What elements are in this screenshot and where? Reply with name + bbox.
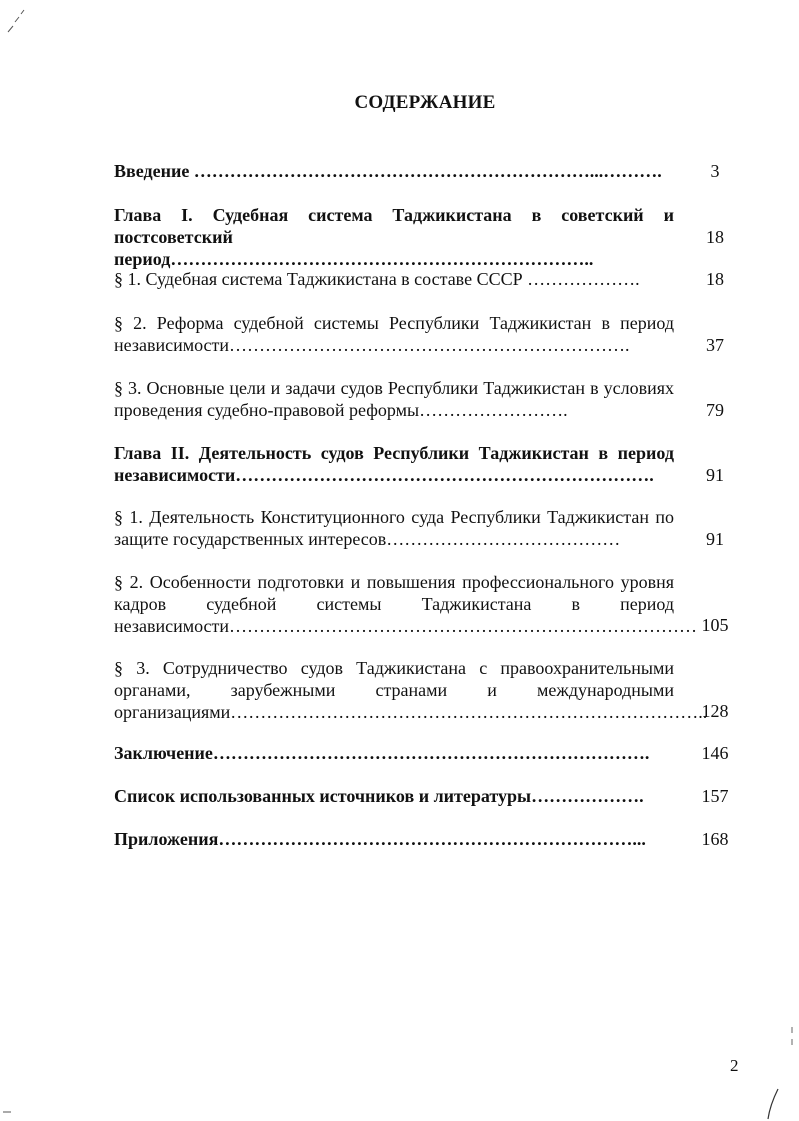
page-number: 2 bbox=[730, 1056, 739, 1075]
toc-entry-chapter-2 bbox=[114, 442, 674, 486]
toc-entry-text: Введение …………………………………………………………...………. bbox=[114, 161, 662, 181]
toc-page-number: 37 bbox=[706, 335, 724, 355]
toc-page-number: 168 bbox=[701, 829, 729, 849]
toc-page-number: 146 bbox=[701, 743, 729, 763]
toc-page-number: 3 bbox=[710, 161, 720, 181]
toc-page-number: 105 bbox=[701, 615, 729, 635]
toc-entry-chapter-1 bbox=[114, 204, 674, 270]
toc-entry-text: § 3. Основные цели и задачи судов Республики Таджикистан в условиях проведения судебно-правовой реформы……………………. bbox=[114, 378, 674, 420]
toc-page-number: 157 bbox=[701, 786, 729, 806]
toc-entry-bibliography bbox=[114, 785, 674, 807]
toc-entry-conclusion bbox=[114, 742, 674, 764]
toc-entry-section-2-1 bbox=[114, 506, 674, 550]
scan-mark-right-edge bbox=[788, 1025, 796, 1055]
scan-mark-bottom-right bbox=[764, 1085, 784, 1121]
toc-entry-appendices bbox=[114, 828, 674, 850]
toc-entry-text: § 2. Особенности подготовки и повышения профессионального уровня кадров судебной системы Таджикистана в период независимости…………………………………………………………………… bbox=[114, 572, 698, 636]
toc-page-number: 91 bbox=[706, 529, 724, 549]
toc-entry-text: § 3. Сотрудничество судов Таджикистана с правоохранительными органами, зарубежными странами и международными организациями…………………………………………………………………….. bbox=[114, 658, 708, 722]
toc-entry-text: Глава I. Судебная система Таджикистана в советский и постсоветский период…………………………………………………………….. bbox=[114, 205, 674, 269]
toc-page-number: 18 bbox=[706, 269, 724, 289]
page-title: СОДЕРЖАНИЕ bbox=[354, 92, 496, 113]
toc-entry-section-1-3 bbox=[114, 377, 674, 421]
toc-entry-text: § 2. Реформа судебной системы Республики Таджикистан в период независимости…………………………………………………………. bbox=[114, 313, 674, 355]
toc-entry-section-2-2 bbox=[114, 571, 698, 637]
toc-entry-text: Глава II. Деятельность судов Республики Таджикистан в период независимости……………………………………………………………. bbox=[114, 443, 674, 485]
toc-page-number: 18 bbox=[706, 227, 724, 247]
toc-entry-section-2-3 bbox=[114, 657, 708, 723]
toc-entry-introduction bbox=[114, 160, 674, 182]
toc-entry-text: Список использованных источников и литературы………………. bbox=[114, 786, 644, 806]
toc-page-number: 128 bbox=[701, 701, 729, 721]
toc-entry-section-1-2 bbox=[114, 312, 674, 356]
toc-entry-text: § 1. Деятельность Конституционного суда Республики Таджикистан по защите государственных интересов………………………………… bbox=[114, 507, 674, 549]
toc-page-number: 91 bbox=[706, 465, 724, 485]
toc-entry-text: Заключение………………………………………………………………. bbox=[114, 743, 650, 763]
toc-page-number: 79 bbox=[706, 400, 724, 420]
toc-entry-section-1-1 bbox=[114, 268, 674, 290]
scan-mark-top-left bbox=[6, 8, 26, 34]
toc-entry-text: § 1. Судебная система Таджикистана в составе СССР ………………. bbox=[114, 269, 640, 289]
toc-entry-text: Приложения……………………………………………………………... bbox=[114, 829, 646, 849]
scan-mark-bottom-left bbox=[2, 1108, 14, 1116]
